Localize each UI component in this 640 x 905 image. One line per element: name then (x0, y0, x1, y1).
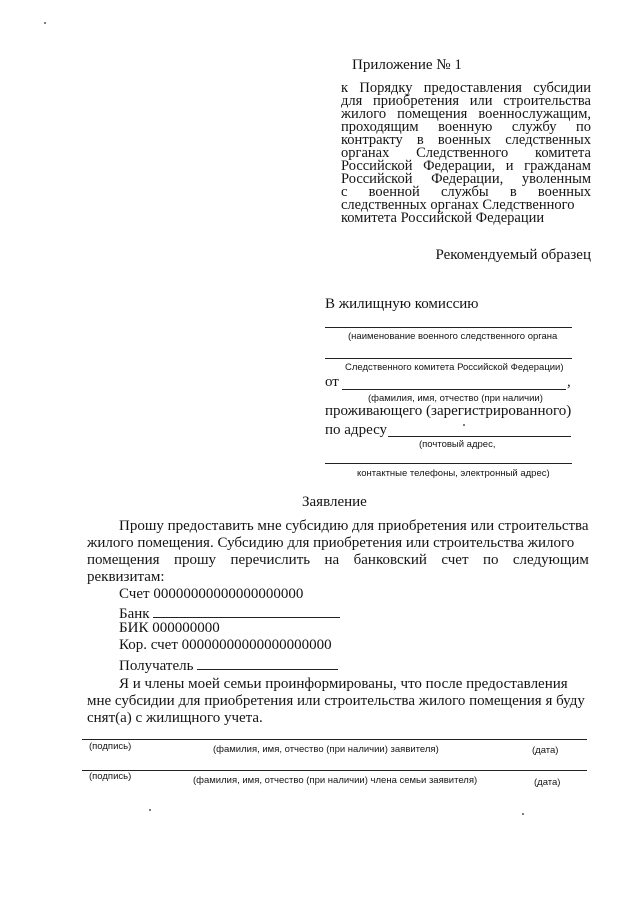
statement-title: Заявление (302, 494, 367, 510)
order-word: Федерации, (423, 158, 496, 174)
committee-hint: Следственного комитета Российской Федерации) (345, 362, 564, 373)
scan-speck (463, 424, 465, 426)
recommended-sample: Рекомендуемый образец (435, 247, 591, 263)
order-word: комитета Российской Федерации (341, 210, 545, 226)
order-line (341, 132, 591, 148)
scan-speck (149, 809, 151, 811)
statement-body-line (87, 569, 589, 586)
statement-body-word: перечислить (230, 552, 311, 568)
recipient-line (197, 655, 338, 670)
family-signature-hint: (подпись) (89, 771, 132, 782)
recipient-field (119, 655, 338, 674)
from-comma: , (567, 374, 571, 390)
order-word: или (469, 93, 493, 109)
recipient-label: Получатель (119, 658, 194, 674)
order-word: предоставления (423, 80, 522, 96)
order-word: к (341, 80, 349, 96)
order-word: Российской (341, 158, 413, 174)
order-word: по (575, 119, 591, 135)
order-word: службы (440, 184, 489, 200)
order-line (341, 197, 591, 213)
address-line (388, 436, 571, 437)
order-word: гражданам (524, 158, 591, 174)
statement-body-word: следующим (512, 552, 589, 568)
order-word: следственных органах Следственного (341, 197, 575, 213)
from-label: от (325, 374, 339, 390)
informed-word: снят(а) с жилищного учета. (87, 710, 263, 726)
residing-label: проживающего (зарегистрированного) (325, 403, 572, 419)
order-word: Следственного (416, 145, 509, 161)
order-word: военных (437, 132, 492, 148)
informed-word: Я и члены моей семьи проинформированы, что после предоставления (119, 676, 568, 692)
informed-word: мне субсидии для приобретения или строительства жилого помещения я буду (87, 693, 585, 709)
order-line (341, 158, 591, 174)
scan-speck (522, 813, 524, 815)
applicant-signature-hint: (подпись) (89, 741, 132, 752)
statement-body-word: жилого помещения. Субсидию для приобретения или строительства жилого (87, 535, 575, 551)
family-date-hint: (дата) (534, 777, 561, 788)
commission-addressee: В жилищную комиссию (325, 296, 479, 312)
appendix-order-text (341, 80, 591, 226)
signature-line-family-member (82, 770, 587, 771)
order-word: Порядку (359, 80, 413, 96)
informed-line (87, 676, 589, 693)
statement-body-word: прошу (173, 552, 217, 568)
order-word: и (505, 158, 514, 174)
statement-body-word: Прошу предоставить мне субсидию для приобретения или строительства (119, 518, 589, 534)
order-line (341, 106, 591, 122)
order-word: военной (368, 184, 420, 200)
order-word: приобретения (373, 93, 460, 109)
order-word: военнослужащим, (478, 106, 591, 122)
statement-body-word: реквизитам: (87, 569, 165, 585)
statement-body-line (87, 552, 589, 569)
order-word: в (509, 184, 517, 200)
order-word: Российской (341, 171, 413, 187)
statement-body-word: помещения (87, 552, 160, 568)
statement-body-word: счет (441, 552, 469, 568)
organ-hint: (наименование военного следственного органа (348, 331, 558, 342)
order-line (341, 119, 591, 135)
applicant-name-hint: (фамилия, имя, отчество (при наличии) заявителя) (213, 744, 439, 755)
informed-text (87, 676, 589, 727)
order-word: жилого (341, 106, 387, 122)
order-word: субсидии (533, 80, 591, 96)
order-word: службу (511, 119, 557, 135)
appendix-title: Приложение № 1 (352, 57, 462, 73)
address-hint: (почтовый адрес, (419, 439, 496, 450)
contacts-line (325, 463, 572, 464)
order-line (341, 171, 591, 187)
order-word: Федерации, (431, 171, 504, 187)
scan-speck (44, 22, 46, 24)
order-word: следственных (505, 132, 591, 148)
order-line (341, 145, 591, 161)
order-word: комитета (535, 145, 591, 161)
order-line (341, 184, 591, 200)
correspondent-account: Кор. счет 00000000000000000000 (119, 637, 332, 653)
statement-body-word: банковский (353, 552, 427, 568)
order-line (341, 80, 591, 96)
order-word: военную (438, 119, 493, 135)
order-word: органах (341, 145, 390, 161)
bik-number: БИК 000000000 (119, 620, 220, 636)
organ-line (325, 327, 572, 328)
statement-body-line (87, 535, 589, 552)
bank-label: Банк (119, 606, 150, 622)
order-word: строительства (503, 93, 591, 109)
account-number: Счет 00000000000000000000 (119, 586, 304, 602)
order-word: военных (537, 184, 591, 200)
statement-body-word: на (324, 552, 340, 568)
contacts-hint: контактные телефоны, электронный адрес) (357, 468, 550, 479)
bank-line (153, 603, 340, 618)
from-line (342, 389, 566, 390)
name-hint: (фамилия, имя, отчество (при наличии) (368, 393, 543, 404)
order-word: помещения (397, 106, 468, 122)
order-word: с (341, 184, 348, 200)
statement-body-word: по (482, 552, 499, 568)
informed-line (87, 710, 589, 727)
order-word: для (341, 93, 363, 109)
order-word: уволенным (521, 171, 591, 187)
statement-body (87, 518, 589, 586)
order-word: проходящим (341, 119, 419, 135)
family-name-hint: (фамилия, имя, отчество (при наличии) члена семьи заявителя) (193, 775, 478, 786)
order-word: в (416, 132, 424, 148)
committee-line (325, 358, 572, 359)
signature-line-applicant (82, 739, 587, 740)
address-label: по адресу (325, 422, 388, 438)
statement-body-line (87, 518, 589, 535)
informed-line (87, 693, 589, 710)
order-word: контракту (341, 132, 403, 148)
applicant-date-hint: (дата) (532, 745, 559, 756)
